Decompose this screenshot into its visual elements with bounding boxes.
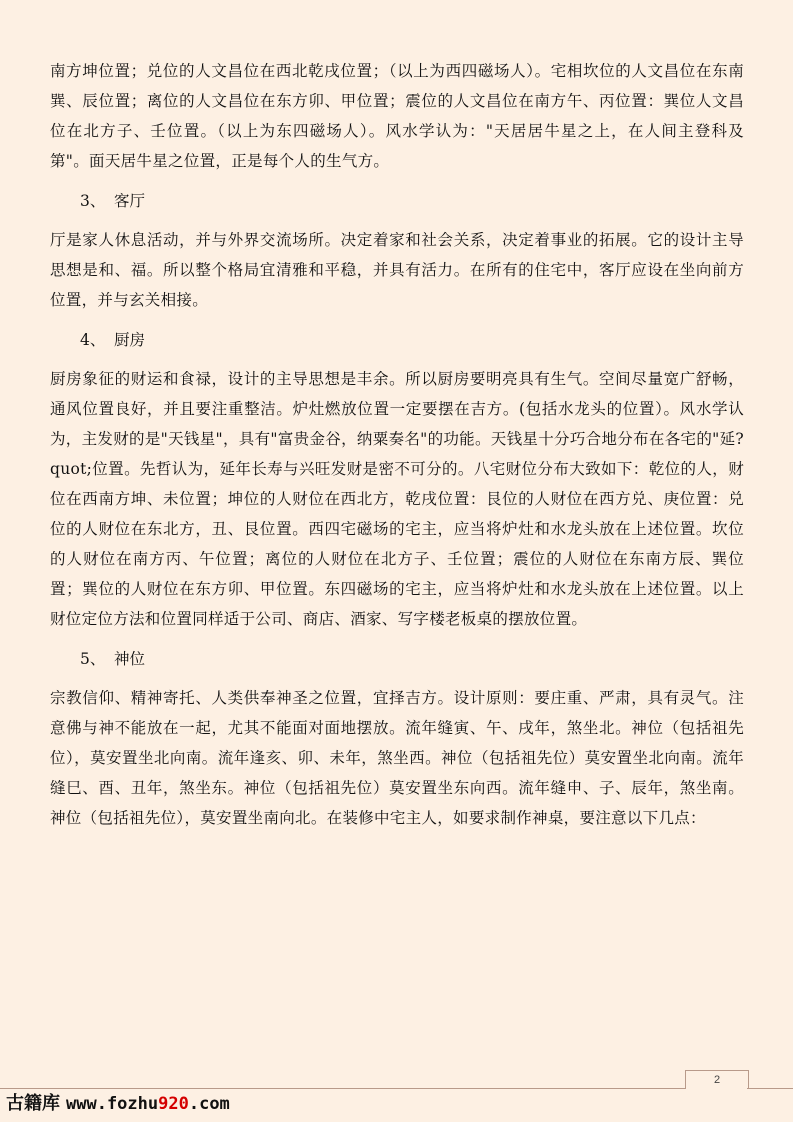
footer-divider-right — [747, 1088, 793, 1089]
section-heading-living-room — [80, 186, 744, 216]
section-number: 4、 — [80, 331, 106, 349]
url-prefix: www.fozhu — [66, 1094, 159, 1114]
section-heading-kitchen — [80, 325, 744, 355]
document-body — [50, 56, 744, 833]
paragraph-living-room: 厅是家人休息活动，并与外界交流场所。决定着家和社会关系，决定着事业的拓展。它的设计主导思想是和、福。所以整个格局宜清雅和平稳，并具有活力。在所有的住宅中，客厅应设在坐向前方位置，并与玄关相接。 — [50, 231, 744, 309]
section-title: 厨房 — [114, 331, 146, 349]
brand-name: 古籍库 — [6, 1093, 60, 1114]
page-number: 2 — [685, 1070, 749, 1089]
paragraph-kitchen: 厨房象征的财运和食禄，设计的主导思想是丰余。所以厨房要明亮具有生气。空间尽量宽广舒畅，通风位置良好，并且要注重整洁。炉灶燃放位置一定要摆在吉方。(包括水龙头的位置）。风水学认为，主发财的是"天钱星"，具有"富贵金谷，纳粟奏名"的功能。天钱星十分巧合地分布在各宅的"延?quot;位置。先哲认为，延年长寿与兴旺发财是密不可分的。八宅财位分布大致如下：乾位的人，财位在西南方坤、未位置；坤位的人财位在西北方，乾戌位置：艮位的人财位在西方兑、庚位置：兑位的人财位在东北方，丑、艮位置。西四宅磁场的宅主，应当将炉灶和水龙头放在上述位置。坎位的人财位在南方丙、午位置；离位的人财位在北方子、壬位置；震位的人财位在东南方辰、巽位置；巽位的人财位在东方卯、甲位置。东四磁场的宅主，应当将炉灶和水龙头放在上述位置。以上财位定位方法和位置同样适于公司、商店、酒家、写字楼老板桌的摆放位置。 — [50, 370, 744, 628]
section-heading-shrine — [80, 644, 744, 674]
url-suffix: .com — [188, 1094, 230, 1114]
paragraph-wenchang: 南方坤位置；兑位的人文昌位在西北乾戌位置；（以上为西四磁场人）。宅相坎位的人文昌位在东南巽、辰位置；离位的人文昌位在东方卯、甲位置；震位的人文昌位在南方午、丙位置：巽位人文昌位在北方子、壬位置。（以上为东四磁场人）。风水学认为："天居居牛星之上，在人间主登科及第"。面天居牛星之位置，正是每个人的生气方。 — [50, 62, 744, 170]
section-number: 5、 — [80, 650, 106, 668]
footer-divider — [0, 1088, 685, 1089]
paragraph-shrine: 宗教信仰、精神寄托、人类供奉神圣之位置，宜择吉方。设计原则：要庄重、严肃，具有灵气。注意佛与神不能放在一起，尤其不能面对面地摆放。流年缝寅、午、戌年，煞坐北。神位（包括祖先位），莫安置坐北向南。流年逢亥、卯、未年，煞坐西。神位（包括祖先位）莫安置坐北向南。流年缝巳、酉、丑年，煞坐东。神位（包括祖先位）莫安置坐东向西。流年缝申、子、辰年，煞坐南。神位（包括祖先位），莫安置坐南向北。在装修中宅主人，如要求制作神桌，要注意以下几点： — [50, 689, 744, 827]
section-title: 客厅 — [114, 192, 146, 210]
section-number: 3、 — [80, 192, 106, 210]
url-highlight: 920 — [158, 1094, 189, 1114]
footer-watermark — [6, 1091, 230, 1117]
section-title: 神位 — [114, 650, 146, 668]
brand-url — [66, 1094, 230, 1114]
